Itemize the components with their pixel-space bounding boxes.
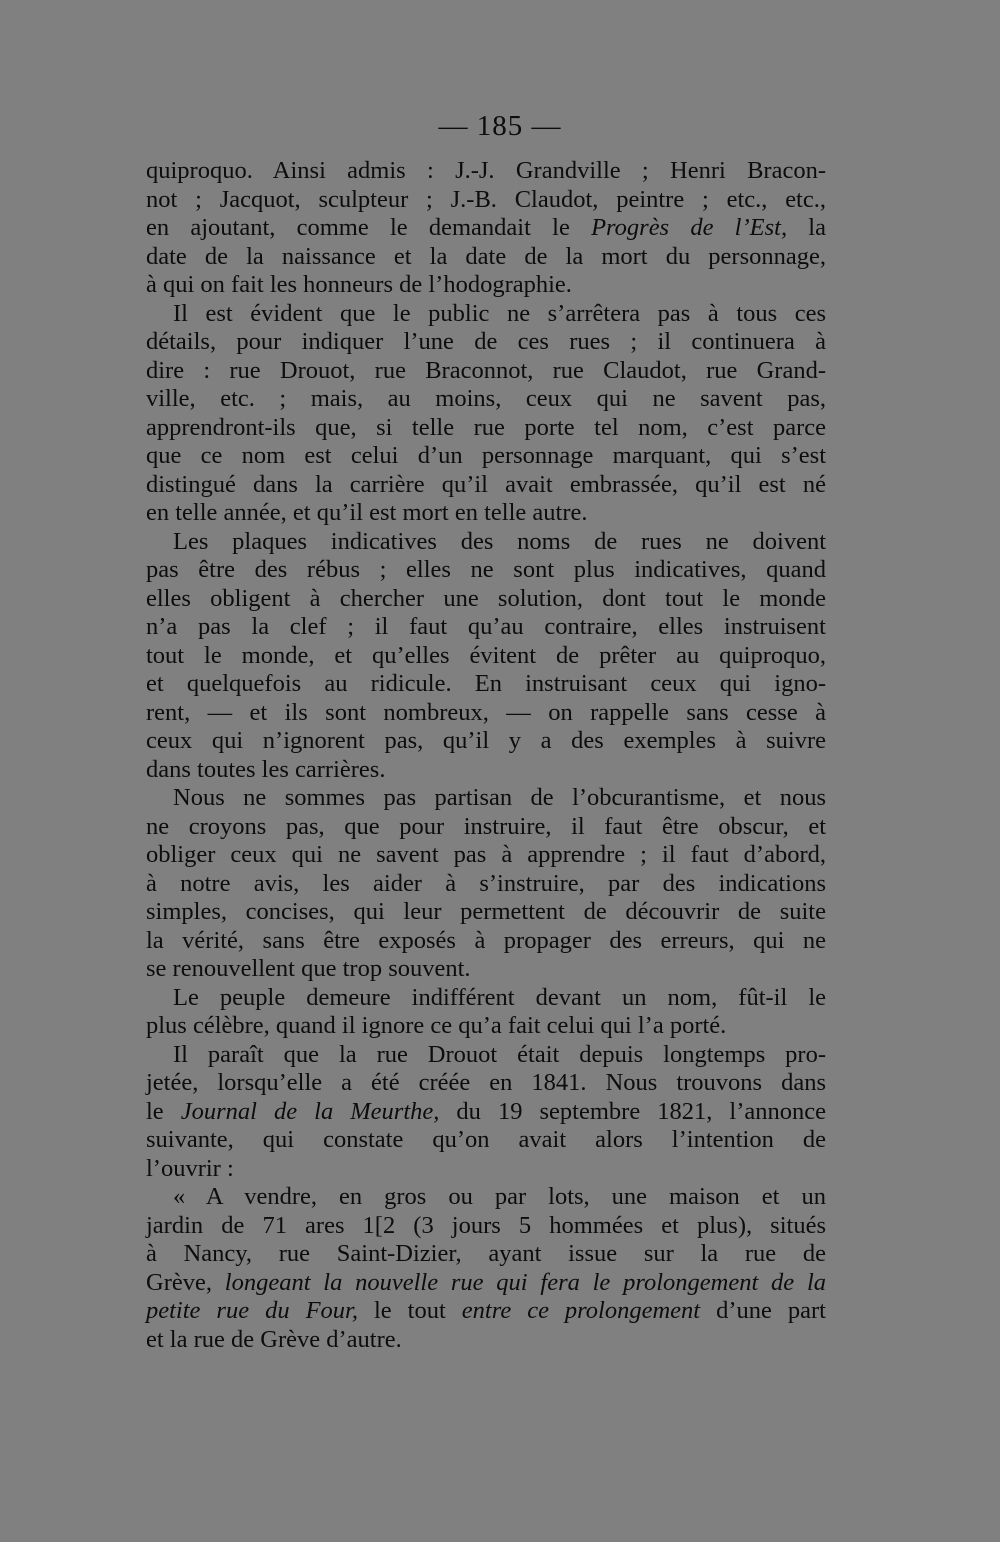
text-line [146,955,826,984]
text-span: en telle année, et qu’il est mort en telle autre. [146,499,588,526]
text-line [146,1012,826,1041]
text-line [146,214,826,243]
text-span: l’ouvrir : [146,1154,234,1182]
text-line [146,328,826,357]
text-line [146,243,826,272]
text-span: not ; Jacquot, sculpteur ; J.-B. Claudot, peintre ; etc., etc., [146,185,826,213]
italic-text: entre ce prolongement [461,1297,701,1324]
text-span: plus célèbre, quand il ignore ce qu’a fait celui qui l’a porté. [146,1012,727,1039]
text-span: à Nancy, rue Saint-Dizier, ayant issue sur la rue de [146,1240,826,1267]
text-span: le [146,1097,181,1125]
text-span: ceux qui n’ignorent pas, qu’il y a des exemples à suivre [146,727,826,754]
italic-text: Progrès de l’Est, [591,214,788,241]
text-line [146,414,826,443]
text-line [146,1041,826,1070]
text-span: Il est évident que le public ne s’arrêtera pas à tous ces [173,299,826,327]
text-span: la [787,214,826,241]
text-line [146,870,826,899]
text-line [146,984,826,1013]
text-line [146,1326,826,1355]
text-span: tout le monde, et qu’elles évitent de prêter au quiproquo, [146,641,826,669]
text-line [146,385,826,414]
text-span: et quelquefois au ridicule. En instruisant ceux qui igno- [146,670,826,697]
text-span: et la rue de Grève d’autre. [146,1325,402,1353]
text-span: suivante, qui constate qu’on avait alors l’intention de [146,1126,826,1153]
italic-text: petite rue du Four, [146,1297,358,1324]
text-span: se renouvellent que trop souvent. [146,955,471,982]
text-span: jetée, lorsqu’elle a été créée en 1841. Nous trouvons dans [146,1069,826,1096]
text-line [146,186,826,215]
text-line [146,813,826,842]
text-line [146,1297,826,1326]
text-line [146,727,826,756]
text-span: à qui on fait les honneurs de l’hodographie. [146,271,572,298]
text-span: elles obligent à chercher une solution, dont tout le monde [146,584,826,612]
text-line [146,927,826,956]
text-span: « A vendre, en gros ou par lots, une maison et un [173,1183,826,1210]
text-span: Les plaques indicatives des noms de rues ne doivent [173,527,826,555]
text-line [146,1212,826,1241]
text-line [146,1240,826,1269]
text-span: Nous ne sommes pas partisan de l’obcurantisme, et nous [173,784,826,811]
text-span: rent, — et ils sont nombreux, — on rappelle sans cesse à [146,698,826,726]
text-line [146,499,826,528]
text-span: à notre avis, les aider à s’instruire, par des indications [146,869,826,897]
text-span: d’une part [700,1297,826,1324]
text-span: pas être des rébus ; elles ne sont plus indicatives, quand [146,556,826,583]
text-line [146,1069,826,1098]
text-line [146,1126,826,1155]
italic-text: Journal de la Meurthe, [180,1097,440,1125]
text-line [146,357,826,386]
text-span: Il paraît que la rue Drouot était depuis longtemps pro- [173,1040,826,1068]
text-line [146,471,826,500]
text-span: dans toutes les carrières. [146,755,386,783]
text-span: quiproquo. Ainsi admis : J.-J. Grandville ; Henri Bracon- [146,157,826,184]
text-span: jardin de 71 ares 1[2 (3 jours 5 hommées et plus), situés [146,1211,826,1239]
text-span: obliger ceux qui ne savent pas à apprendre ; il faut d’abord, [146,841,826,868]
text-line [146,699,826,728]
italic-text: longeant la nouvelle rue qui fera le prolongement de la [224,1268,826,1296]
text-line [146,528,826,557]
text-span: ville, etc. ; mais, au moins, ceux qui ne savent pas, [146,385,826,412]
text-line [146,841,826,870]
text-line [146,442,826,471]
text-line [146,556,826,585]
text-line [146,157,826,186]
text-span: le tout [357,1297,462,1324]
text-span: détails, pour indiquer l’une de ces rues ; il continuera à [146,328,826,355]
text-line [146,1155,826,1184]
page-number: — 185 — [438,110,562,142]
text-span: du 19 septembre 1821, l’annonce [439,1097,826,1125]
text-span: simples, concises, qui leur permettent de découvrir de suite [146,898,826,925]
text-line [146,1183,826,1212]
text-line [146,670,826,699]
text-span: Grève, [146,1268,225,1296]
text-line [146,300,826,329]
text-span: que ce nom est celui d’un personnage marquant, qui s’est [146,442,826,469]
text-span: Le peuple demeure indifférent devant un nom, fût-il le [173,983,826,1011]
text-line [146,1269,826,1298]
text-span: apprendront-ils que, si telle rue porte tel nom, c’est parce [146,413,826,441]
body-text [146,157,826,1354]
text-line [146,784,826,813]
text-span: distingué dans la carrière qu’il avait embrassée, qu’il est né [146,470,826,498]
text-span: n’a pas la clef ; il faut qu’au contraire, elles instruisent [146,613,826,640]
text-span: ne croyons pas, que pour instruire, il faut être obscur, et [146,812,826,840]
text-span: en ajoutant, comme le demandait le [146,214,592,241]
text-span: dire : rue Drouot, rue Braconnot, rue Claudot, rue Grand- [146,356,826,384]
text-line [146,613,826,642]
text-line [146,756,826,785]
text-line [146,1098,826,1127]
text-line [146,898,826,927]
text-span: date de la naissance et la date de la mort du personnage, [146,242,826,270]
text-line [146,642,826,671]
text-line [146,271,826,300]
text-line [146,585,826,614]
text-span: la vérité, sans être exposés à propager des erreurs, qui ne [146,926,826,954]
